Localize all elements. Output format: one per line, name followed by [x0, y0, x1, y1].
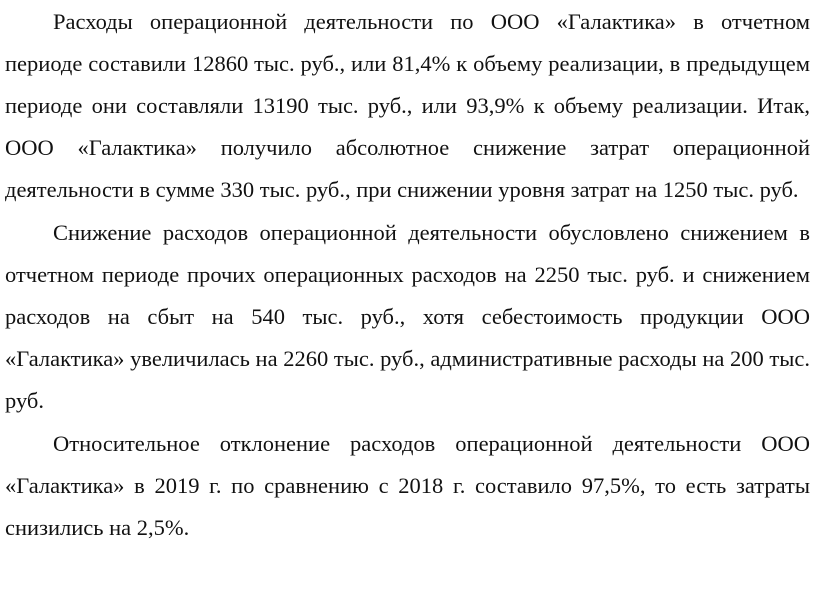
- paragraph-operating-expenses: Расходы операционной деятельности по ООО «Галактика» в отчетном периоде составили 12860 тыс. руб., или 81,4% к объему реализации, в предыдущем периоде они составляли 13190 тыс. руб., или 93,9% к объему реализации. Итак, ООО «Галактика» получило абсолютное снижение затрат операционной деятельности в сумме 330 тыс. руб., при снижении уровня затрат на 1250 тыс. руб.: [5, 9, 810, 202]
- paragraph-relative-deviation: Относительное отклонение расходов операционной деятельности ООО «Галактика» в 2019 г. по сравнению с 2018 г. составило 97,5%, то есть затраты снизились на 2,5%.: [5, 431, 810, 540]
- paragraph-expense-reduction-causes: Снижение расходов операционной деятельности обусловлено снижением в отчетном периоде прочих операционных расходов на 2250 тыс. руб. и снижением расходов на сбыт на 540 тыс. руб., хотя себестоимость продукции ООО «Галактика» увеличилась на 2260 тыс. руб., административные расходы на 200 тыс. руб.: [5, 220, 810, 413]
